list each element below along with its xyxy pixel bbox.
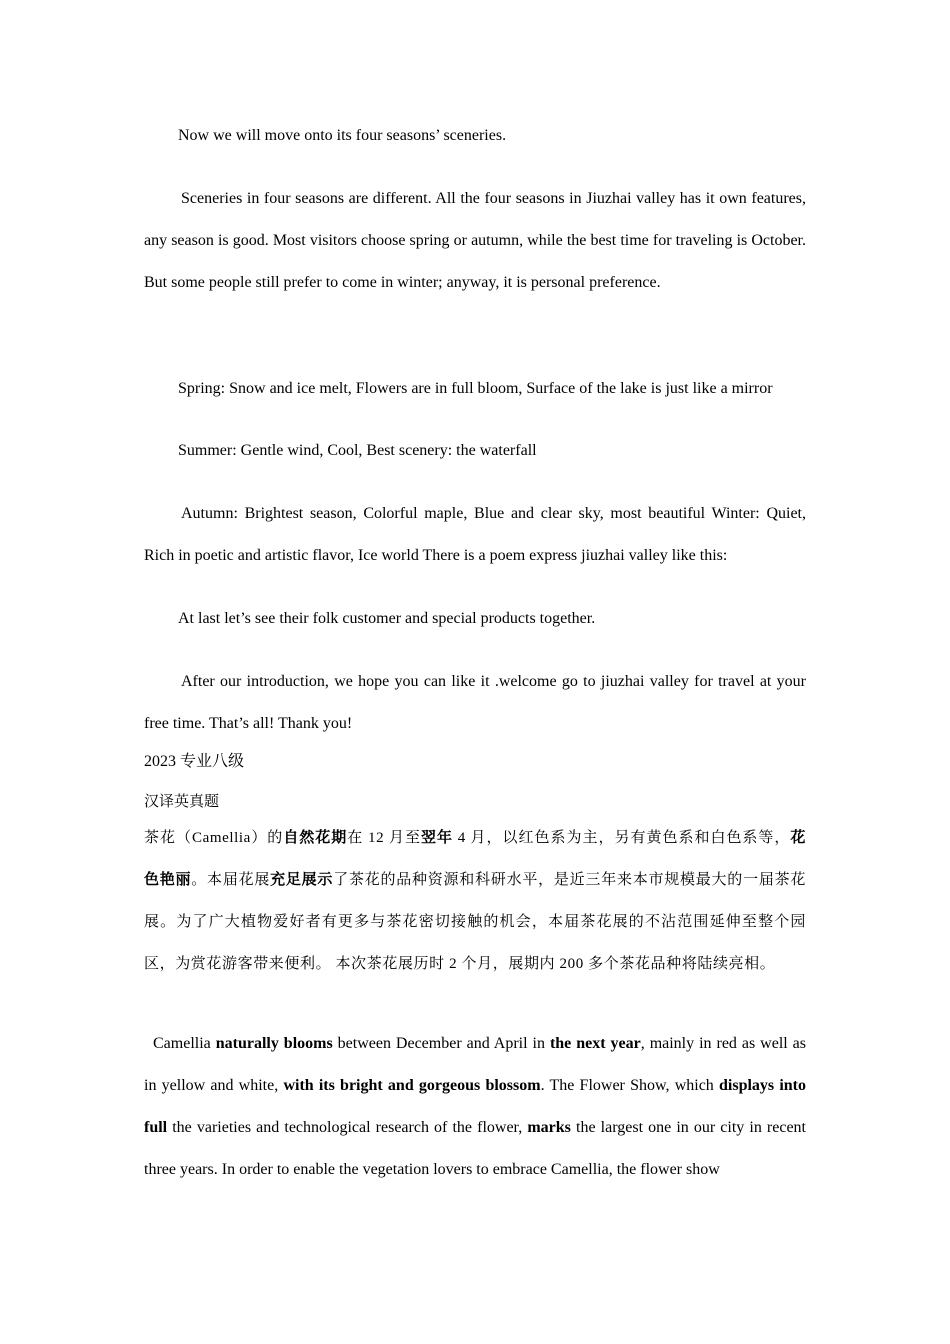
paragraph-chinese-source (144, 817, 806, 985)
en-bold-term: the next year (549, 1035, 641, 1052)
paragraph-folk-customs: At last let’s see their folk customer and special products together. (178, 610, 596, 627)
cn-text: 了茶花的品种资源和科研水平，是近三年来本市规模最大的一届茶花展。为了广大植物爱好者有更多与茶花密切接触的机会，本届茶花展的不沾范围延伸至整个园区，为赏花游客带来便利。 本次茶花展历时 2 个月，展期内 200 多个茶花品种将陆续亮相。 (144, 872, 806, 972)
cn-bold-term: 自然花期 (283, 830, 348, 846)
en-text: the varieties and technological research of the flower, (167, 1119, 528, 1136)
paragraph-summer: Summer: Gentle wind, Cool, Best scenery: the waterfall (178, 442, 537, 459)
en-bold-term: marks (527, 1119, 571, 1136)
en-text: . The Flower Show, which (540, 1077, 719, 1094)
heading-exam-section: 汉译英真题 (144, 792, 220, 810)
cn-text: 茶花（Camellia）的 (144, 830, 284, 846)
en-text: Camellia (153, 1035, 216, 1052)
paragraph-autumn-winter: Autumn: Brightest season, Colorful maple, Blue and clear sky, most beautiful Winter: Quiet, Rich in poetic and artistic flavor, Ice world There is a poem express jiuzhai valley like this: (144, 505, 806, 564)
paragraph-seasons-intro: Now we will move onto its four seasons’ sceneries. (178, 127, 507, 144)
heading-exam-year: 2023 专业八级 (144, 753, 245, 770)
en-bold-term: with its bright and gorgeous blossom (283, 1077, 541, 1094)
cn-text: 在 12 月至 (347, 830, 421, 846)
paragraph-english-translation (144, 1023, 806, 1191)
en-bold-term: naturally blooms (215, 1035, 333, 1052)
cn-bold-term: 花色艳丽 (144, 830, 807, 888)
cn-text: 4 月，以红色系为主，另有黄色系和白色系等， (452, 830, 791, 846)
en-text: between December and April in (332, 1035, 550, 1052)
paragraph-seasons-overview: Sceneries in four seasons are different. All the four seasons in Jiuzhai valley has it own features, any season is good. Most visitors choose spring or autumn, while the best time for traveling is October. But some people still prefer to come in winter; anyway, it is personal preference. (144, 190, 806, 291)
cn-bold-term: 充足展示 (270, 872, 334, 888)
cn-bold-term: 翌年 (420, 830, 453, 846)
en-bold-term: displays into full (144, 1077, 807, 1136)
cn-text: 。本届花展 (191, 872, 271, 888)
en-text: the largest one in our city in recent three years. In order to enable the vegetation lovers to embrace Camellia, the flower show (144, 1119, 807, 1178)
paragraph-spring: Spring: Snow and ice melt, Flowers are in full bloom, Surface of the lake is just like a mirror (178, 380, 773, 397)
en-text: , mainly in red as well as in yellow and white, (144, 1035, 807, 1094)
paragraph-closing: After our introduction, we hope you can like it .welcome go to jiuzhai valley for travel at your free time. That’s all! Thank you! (144, 673, 806, 732)
